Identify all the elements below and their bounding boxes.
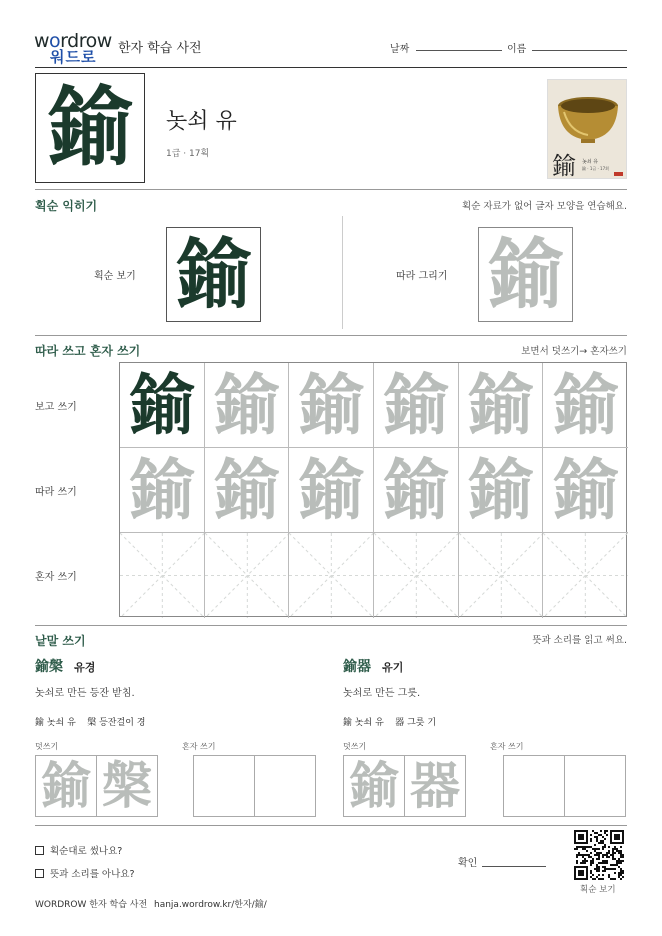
word-reading: 유경 (74, 661, 96, 674)
checkbox[interactable] (35, 869, 44, 878)
practice-character: 鍮 (382, 451, 449, 529)
practice-cell[interactable] (543, 363, 628, 448)
practice-character: 鍮 (213, 451, 280, 529)
checklist-item[interactable]: 획순대로 썼나요? (35, 843, 122, 857)
main-character: 鍮 (47, 77, 133, 178)
practice-cell[interactable] (374, 363, 459, 448)
practice-character: 鍮 (298, 366, 365, 444)
stroke-view-character: 鍮 (175, 229, 252, 319)
word-solo-box[interactable] (503, 755, 565, 817)
word-card-1 (35, 656, 95, 676)
photo-caption-1: 놋쇠 유 (582, 159, 599, 165)
word-trace-box[interactable]: 器 (404, 755, 466, 817)
photo-caption-2: 鍮 · 1급 · 17획 (582, 166, 609, 171)
date-field[interactable] (416, 50, 502, 51)
practice-cell[interactable] (543, 448, 628, 533)
main-character-box (35, 73, 145, 183)
divider (35, 189, 627, 190)
word-reading: 유기 (382, 661, 404, 674)
practice-character: 鍮 (298, 451, 365, 529)
guide-lines (289, 533, 374, 618)
footer-brand: WORDROW 한자 학습 사전 (35, 900, 148, 910)
stroke-section-note: 획순 자료가 없어 글자 모양을 연습해요. (462, 201, 627, 212)
character-meta: 1급 · 17획 (166, 149, 210, 159)
practice-character: 鍮 (128, 451, 195, 529)
word-parts: 鍮 놋쇠 유 槃 등잔걸이 경 (35, 718, 146, 728)
practice-character: 鍮 (552, 366, 619, 444)
footer-url[interactable]: hanja.wordrow.kr/한자/鍮/ (154, 900, 267, 910)
practice-character: 鍮 (382, 366, 449, 444)
guide-lines (120, 533, 205, 618)
character-name: 놋쇠 유 (166, 109, 237, 134)
stroke-section-title: 획순 익히기 (35, 199, 98, 213)
trace-box[interactable] (478, 227, 573, 322)
practice-character: 鍮 (213, 366, 280, 444)
word-solo-box[interactable] (564, 755, 626, 817)
practice-cell[interactable] (205, 448, 290, 533)
checkbox[interactable] (35, 846, 44, 855)
qr-label: 획순 보기 (580, 885, 616, 895)
divider (35, 825, 627, 826)
qr-code-icon[interactable] (574, 830, 624, 880)
practice-character: 鍮 (128, 366, 195, 444)
practice-cell[interactable] (374, 533, 459, 618)
word-trace-box[interactable]: 槃 (96, 755, 158, 817)
word-definition: 놋쇠로 만든 그릇. (343, 688, 421, 699)
word-trace-box[interactable]: 鍮 (35, 755, 97, 817)
word-parts: 鍮 놋쇠 유 器 그릇 기 (343, 718, 437, 728)
photo-glyph: 鍮 (552, 152, 576, 179)
divider (35, 625, 627, 626)
practice-cell[interactable] (120, 448, 205, 533)
trace-label: 덧쓰기 (35, 742, 59, 751)
practice-cell[interactable] (543, 533, 628, 618)
stroke-divider (342, 216, 343, 329)
trace-character: 鍮 (487, 229, 564, 319)
logo-korean: 워드로 (50, 48, 97, 66)
logo-wordmark: wordrow (34, 30, 112, 52)
practice-cell[interactable] (120, 363, 205, 448)
word-solo-box[interactable] (193, 755, 255, 817)
practice-cell[interactable] (289, 533, 374, 618)
date-label: 날짜 (390, 44, 410, 55)
trace-label: 따라 그리기 (396, 271, 448, 282)
checklist-item[interactable]: 뜻과 소리를 아나요? (35, 866, 135, 880)
guide-lines (374, 533, 459, 618)
practice-cell[interactable] (289, 448, 374, 533)
app-title: 한자 학습 사전 (118, 41, 202, 56)
row-label-trace: 따라 쓰기 (35, 487, 77, 498)
stroke-view-box (166, 227, 261, 322)
practice-section-note: 보면서 덧쓰기→ 혼자쓰기 (521, 346, 627, 357)
practice-cell[interactable] (374, 448, 459, 533)
practice-cell[interactable] (459, 533, 544, 618)
word-card-2 (343, 656, 403, 676)
divider (35, 335, 627, 336)
row-label-view: 보고 쓰기 (35, 402, 77, 413)
practice-cell[interactable] (459, 448, 544, 533)
practice-grid (119, 362, 627, 617)
practice-cell[interactable] (120, 533, 205, 618)
guide-lines (459, 533, 544, 618)
word-definition: 놋쇠로 만든 등잔 받침. (35, 688, 135, 699)
confirm-field[interactable] (482, 866, 546, 867)
word-solo-box[interactable] (254, 755, 316, 817)
row-label-solo: 혼자 쓰기 (35, 572, 77, 583)
header-divider (35, 67, 627, 68)
practice-character: 鍮 (467, 366, 534, 444)
practice-cell[interactable] (459, 363, 544, 448)
guide-lines (205, 533, 290, 618)
solo-label: 혼자 쓰기 (182, 742, 216, 751)
name-label: 이름 (507, 44, 527, 55)
stroke-view-label: 획순 보기 (94, 271, 136, 282)
practice-character: 鍮 (467, 451, 534, 529)
word-title: 鍮槃 (35, 659, 63, 675)
bowl-photo (547, 79, 627, 179)
practice-cell[interactable] (289, 363, 374, 448)
name-field[interactable] (532, 50, 627, 51)
confirm-label: 확인 (458, 858, 478, 869)
words-section-note: 뜻과 소리를 읽고 써요. (532, 635, 627, 646)
practice-section-title: 따라 쓰고 혼자 쓰기 (35, 344, 141, 358)
solo-label: 혼자 쓰기 (490, 742, 524, 751)
trace-label: 덧쓰기 (343, 742, 367, 751)
word-trace-box[interactable]: 鍮 (343, 755, 405, 817)
practice-character: 鍮 (552, 451, 619, 529)
practice-cell[interactable] (205, 363, 290, 448)
word-title: 鍮器 (343, 659, 371, 675)
guide-lines (543, 533, 628, 618)
practice-cell[interactable] (205, 533, 290, 618)
words-section-title: 낱말 쓰기 (35, 634, 86, 648)
